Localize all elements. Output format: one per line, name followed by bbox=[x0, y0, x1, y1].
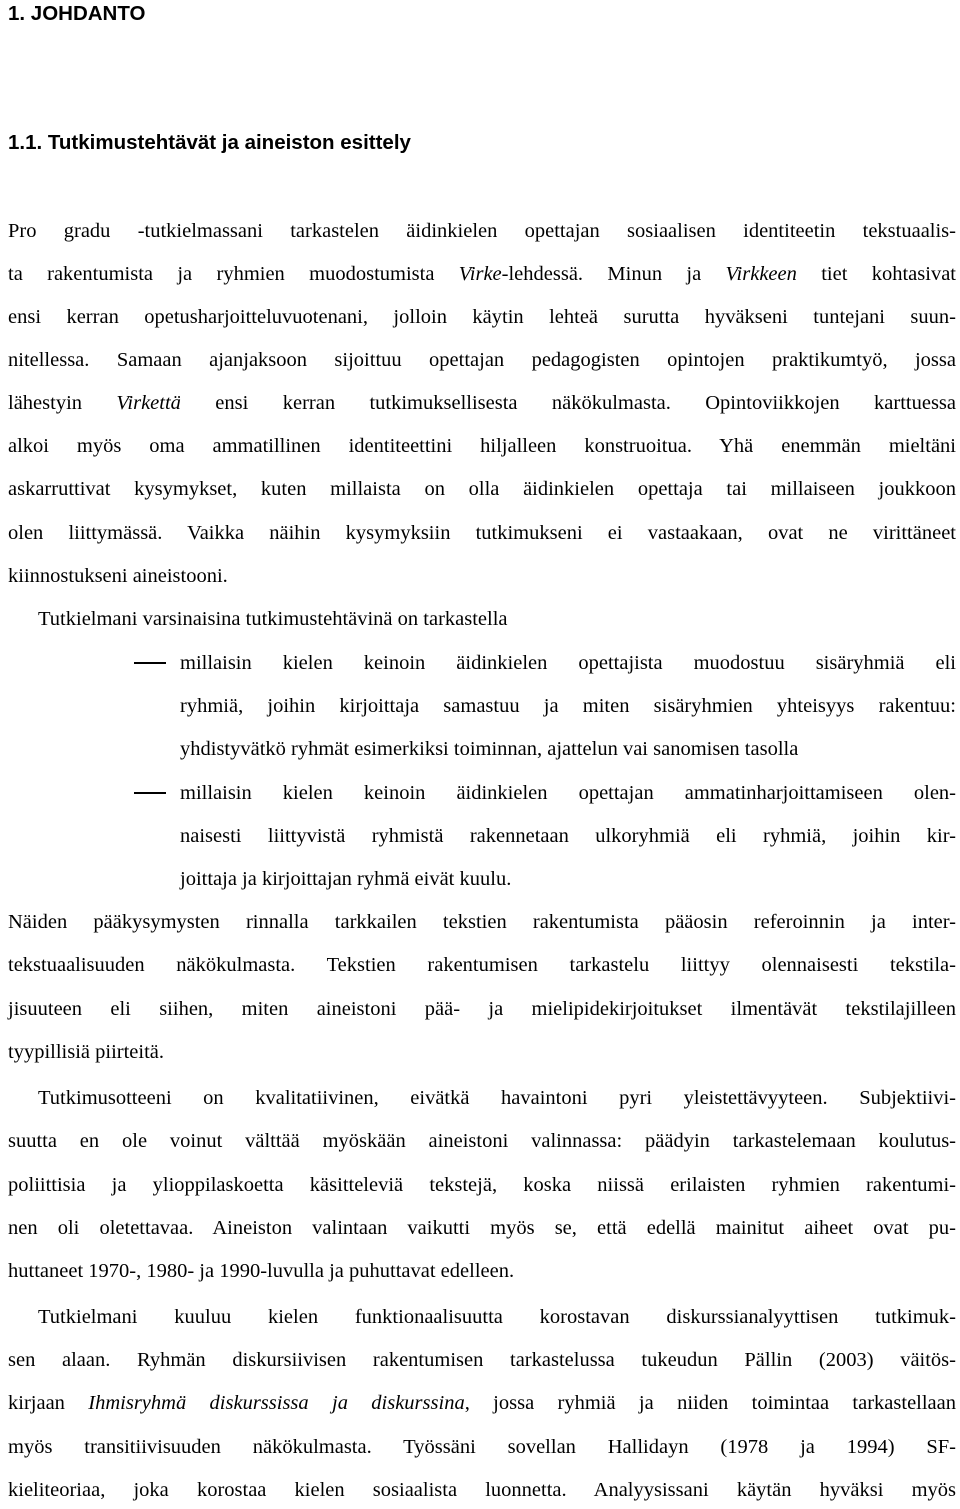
research-tasks-intro: Tutkielmani varsinaisina tutkimustehtävinä on tarkastella bbox=[38, 608, 508, 630]
dash-bullet bbox=[134, 662, 166, 664]
text-line: Pro gradu -tutkielmassani tarkastelen äidinkielen opettajan sosiaalisen identiteetin tekstuaalis- bbox=[8, 220, 956, 242]
section-heading: 1.1. Tutkimustehtävät ja aineiston esittely bbox=[8, 131, 411, 154]
dash-bullet bbox=[134, 792, 166, 794]
text-line: alkoi myös oma ammatillinen identiteettini hiljalleen konstruoitua. Yhä enemmän mieltäni bbox=[8, 435, 956, 457]
text-line: tyypillisiä piirteitä. bbox=[8, 1041, 165, 1063]
text-line bbox=[8, 388, 956, 418]
journal-name-italic: Virkkeen bbox=[725, 263, 797, 285]
list-item-line: yhdistyvätkö ryhmät esimerkiksi toiminnan, ajattelun vai sanomisen tasolla bbox=[180, 738, 799, 760]
cited-work-title-italic: Ihmisryhmä diskurssissa ja diskurssina bbox=[88, 1392, 465, 1414]
text-line: Tutkimusotteeni on kvalitatiivinen, eivätkä havaintoni pyri yleistettävyyteen. Subjektiivi- bbox=[38, 1087, 956, 1109]
text-line: ensi kerran opetusharjoitteluvuotenani, jolloin käytin lehteä surutta hyväkseni tuntejani suun- bbox=[8, 306, 956, 328]
text-run: , jossa ryhmiä ja niiden toimintaa tarkastellaan bbox=[464, 1392, 957, 1414]
chapter-heading: 1. JOHDANTO bbox=[8, 2, 146, 25]
text-line bbox=[8, 259, 956, 289]
text-run: tiet kohtasivat bbox=[796, 263, 957, 285]
list-item-line: naisesti liittyvistä ryhmistä rakennetaan ulkoryhmiä eli ryhmiä, joihin kir- bbox=[180, 825, 956, 847]
text-line: Tutkielmani kuuluu kielen funktionaalisuutta korostavan diskurssianalyyttisen tutkimuk- bbox=[38, 1306, 956, 1328]
text-line: myös transitiivisuuden näkökulmasta. Työssäni sovellan Hallidayn (1978 ja 1994) SF- bbox=[8, 1436, 956, 1458]
text-run: lähestyin bbox=[8, 392, 117, 414]
text-run: ensi kerran tutkimuksellisesta näkökulmasta. Opintoviikkojen karttuessa bbox=[180, 392, 956, 414]
text-line bbox=[8, 1388, 956, 1418]
text-line: tekstuaalisuuden näkökulmasta. Tekstien rakentumisen tarkastelu liittyy olennaisesti tekstila- bbox=[8, 954, 956, 976]
list-item-line: millaisin kielen keinoin äidinkielen opettajan ammatinharjoittamiseen olen- bbox=[180, 782, 956, 804]
text-line: askarruttivat kysymykset, kuten millaista on olla äidinkielen opettaja tai millaiseen joukkoon bbox=[8, 478, 956, 500]
journal-name-italic: Virkettä bbox=[116, 392, 181, 414]
text-line: kieliteoriaa, joka korostaa kielen sosiaalista luonnetta. Analyysissani käytän hyväksi myös bbox=[8, 1479, 956, 1501]
list-item-line: millaisin kielen keinoin äidinkielen opettajista muodostuu sisäryhmiä eli bbox=[180, 652, 956, 674]
text-run: ta rakentumista ja ryhmien muodostumista bbox=[8, 263, 459, 285]
text-line: kiinnostukseni aineistooni. bbox=[8, 565, 228, 587]
text-line: jisuuteen eli siihen, miten aineistoni pää- ja mielipidekirjoitukset ilmentävät tekstilajilleen bbox=[8, 998, 956, 1020]
text-line: Näiden pääkysymysten rinnalla tarkkailen tekstien rakentumista pääosin referoinnin ja inter- bbox=[8, 911, 956, 933]
list-item-line: ryhmiä, joihin kirjoittaja samastuu ja miten sisäryhmien yhteisyys rakentuu: bbox=[180, 695, 956, 717]
text-line: sen alaan. Ryhmän diskursiivisen rakentumisen tarkastelussa tukeudun Pällin (2003) väitös- bbox=[8, 1349, 956, 1371]
text-run: -lehdessä. Minun ja bbox=[501, 263, 726, 285]
text-line: nen oli oletettavaa. Aineiston valintaan vaikutti myös se, että edellä mainitut aiheet ovat pu- bbox=[8, 1217, 956, 1239]
text-line: nitellessa. Samaan ajanjaksoon sijoittuu opettajan pedagogisten opintojen praktikumtyö, jossa bbox=[8, 349, 956, 371]
text-line: poliittisia ja ylioppilaskoetta käsitteleviä tekstejä, koska niissä erilaisten ryhmien rakentumi- bbox=[8, 1174, 956, 1196]
list-item-line: joittaja ja kirjoittajan ryhmä eivät kuulu. bbox=[180, 868, 512, 890]
journal-name-italic: Virke bbox=[458, 263, 502, 285]
text-run: kirjaan bbox=[8, 1392, 89, 1414]
text-line: olen liittymässä. Vaikka näihin kysymyksiin tutkimukseni ei vastaakaan, ovat ne virittäneet bbox=[8, 522, 956, 544]
text-line: huttaneet 1970-, 1980- ja 1990-luvulla ja puhuttavat edelleen. bbox=[8, 1260, 515, 1282]
text-line: suutta en ole voinut välttää myöskään aineistoni valinnassa: päädyin tarkastelemaan koulutus- bbox=[8, 1130, 956, 1152]
